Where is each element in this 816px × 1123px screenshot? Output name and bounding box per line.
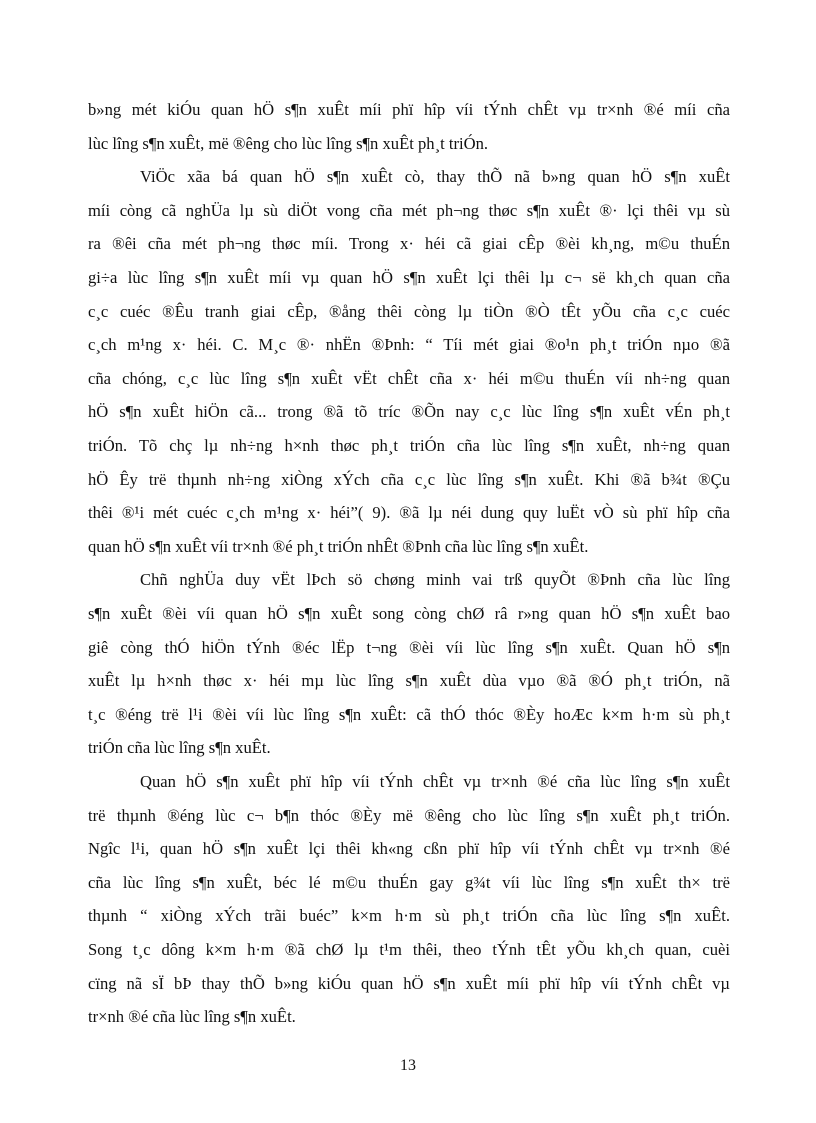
text-line: cïng nã sÏ bÞ thay thÕ b»ng kiÓu quan hÖ s¶n xuÊt míi phï hîp víi tÝnh chÊt vµ <box>88 973 730 993</box>
text-line: s¶n xuÊt ®èi víi quan hÖ s¶n xuÊt song còng chØ râ r»ng quan hÖ s¶n xuÊt bao <box>88 604 730 623</box>
text-line: Chñ nghÜa duy vËt lÞch sö chøng minh vai trß quyÕt ®Þnh cña lùc lîng <box>140 570 730 590</box>
text-line: giê còng thÓ hiÖn tÝnh ®éc lËp t¬ng ®èi víi lùc lîng s¶n xuÊt. Quan hÖ s¶n <box>88 637 730 657</box>
text-line: míi còng cã nghÜa lµ sù diÖt vong cña mét ph¬ng thøc s¶n xuÊt ®· lçi thêi vµ sù <box>88 200 730 220</box>
page-number: 13 <box>400 1057 416 1074</box>
text-line: cña chóng, c¸c lùc lîng s¶n xuÊt vËt chÊt cña x· héi m©u thuÉn víi nh÷ng quan <box>88 368 730 388</box>
text-line: c¸ch m¹ng x· héi. C. M¸c ®· nhËn ®Þnh: “ Tíi mét giai ®o¹n ph¸t triÓn nµo ®ã <box>88 335 730 355</box>
text-line: thêi ®¹i mét cuéc c¸ch m¹ng x· héi”( 9). ®ã lµ néi dung quy luËt vÒ sù phï hîp cña <box>88 503 730 523</box>
text-line: quan hÖ s¶n xuÊt víi tr×nh ®é ph¸t triÓn nhÊt ®Þnh cña lùc lîng s¶n xuÊt. <box>88 536 589 556</box>
text-line: hÖ s¶n xuÊt hiÖn cã... trong ®ã tõ tríc ®Õn nay c¸c lùc lîng s¶n xuÊt vÉn ph¸t <box>88 402 730 422</box>
text-line: gi÷a lùc lîng s¶n xuÊt míi vµ quan hÖ s¶n xuÊt lçi thêi lµ c¬ së kh¸ch quan cña <box>88 268 730 287</box>
text-line: cña lùc lîng s¶n xuÊt, béc lé m©u thuÉn gay g¾t víi lùc lîng s¶n xuÊt th× trë <box>88 872 730 892</box>
text-line: thµnh “ xiÒng xÝch trãi buéc” k×m h·m sù ph¸t triÓn cña lùc lîng s¶n xuÊt. <box>88 906 730 926</box>
text-line: t¸c ®éng trë l¹i ®èi víi lùc lîng s¶n xuÊt: cã thÓ thóc ®Èy hoÆc k×m h·m sù ph¸t <box>88 704 730 724</box>
text-line: xuÊt lµ h×nh thøc x· héi mµ lùc lîng s¶n xuÊt dùa vµo ®ã ®Ó ph¸t triÓn, nã <box>88 671 730 691</box>
text-line: c¸c cuéc ®Êu tranh giai cÊp, ®ång thêi còng lµ tiÒn ®Ò tÊt yÕu cña c¸c cuéc <box>88 301 730 321</box>
text-line: tr×nh ®é cña lùc lîng s¶n xuÊt. <box>88 1007 296 1027</box>
text-line: ra ®êi cña mét ph¬ng thøc míi. Trong x· héi cã giai cÊp ®èi kh¸ng, m©u thuÉn <box>88 234 730 254</box>
text-line: Quan hÖ s¶n xuÊt phï hîp víi tÝnh chÊt vµ tr×nh ®é cña lùc lîng s¶n xuÊt <box>140 772 730 791</box>
text-line: Ngîc l¹i, quan hÖ s¶n xuÊt lçi thêi kh«ng cßn phï hîp víi tÝnh chÊt vµ tr×nh ®é <box>88 839 730 859</box>
text-line: Song t¸c dông k×m h·m ®ã chØ lµ t¹m thêi, theo tÝnh tÊt yÕu kh¸ch quan, cuèi <box>88 940 730 959</box>
text-line: ViÖc xãa bá quan hÖ s¶n xuÊt cò, thay thÕ nã b»ng quan hÖ s¶n xuÊt <box>140 167 730 187</box>
text-line: triÓn. Tõ chç lµ nh÷ng h×nh thøc ph¸t triÓn cña lùc lîng s¶n xuÊt, nh÷ng quan <box>88 436 730 455</box>
text-line: b»ng mét kiÓu quan hÖ s¶n xuÊt míi phï hîp víi tÝnh chÊt vµ tr×nh ®é míi cña <box>88 100 730 119</box>
text-line: trë thµnh ®éng lùc c¬ b¶n thóc ®Èy më ®êng cho lùc lîng s¶n xuÊt ph¸t triÓn. <box>88 805 730 825</box>
text-line: hÖ Êy trë thµnh nh÷ng xiÒng xÝch cña c¸c lùc lîng s¶n xuÊt. Khi ®ã b¾t ®Çu <box>88 469 730 489</box>
text-line: lùc lîng s¶n xuÊt, më ®êng cho lùc lîng s¶n xuÊt ph¸t triÓn. <box>88 133 489 153</box>
text-line: triÓn cña lùc lîng s¶n xuÊt. <box>88 738 271 758</box>
